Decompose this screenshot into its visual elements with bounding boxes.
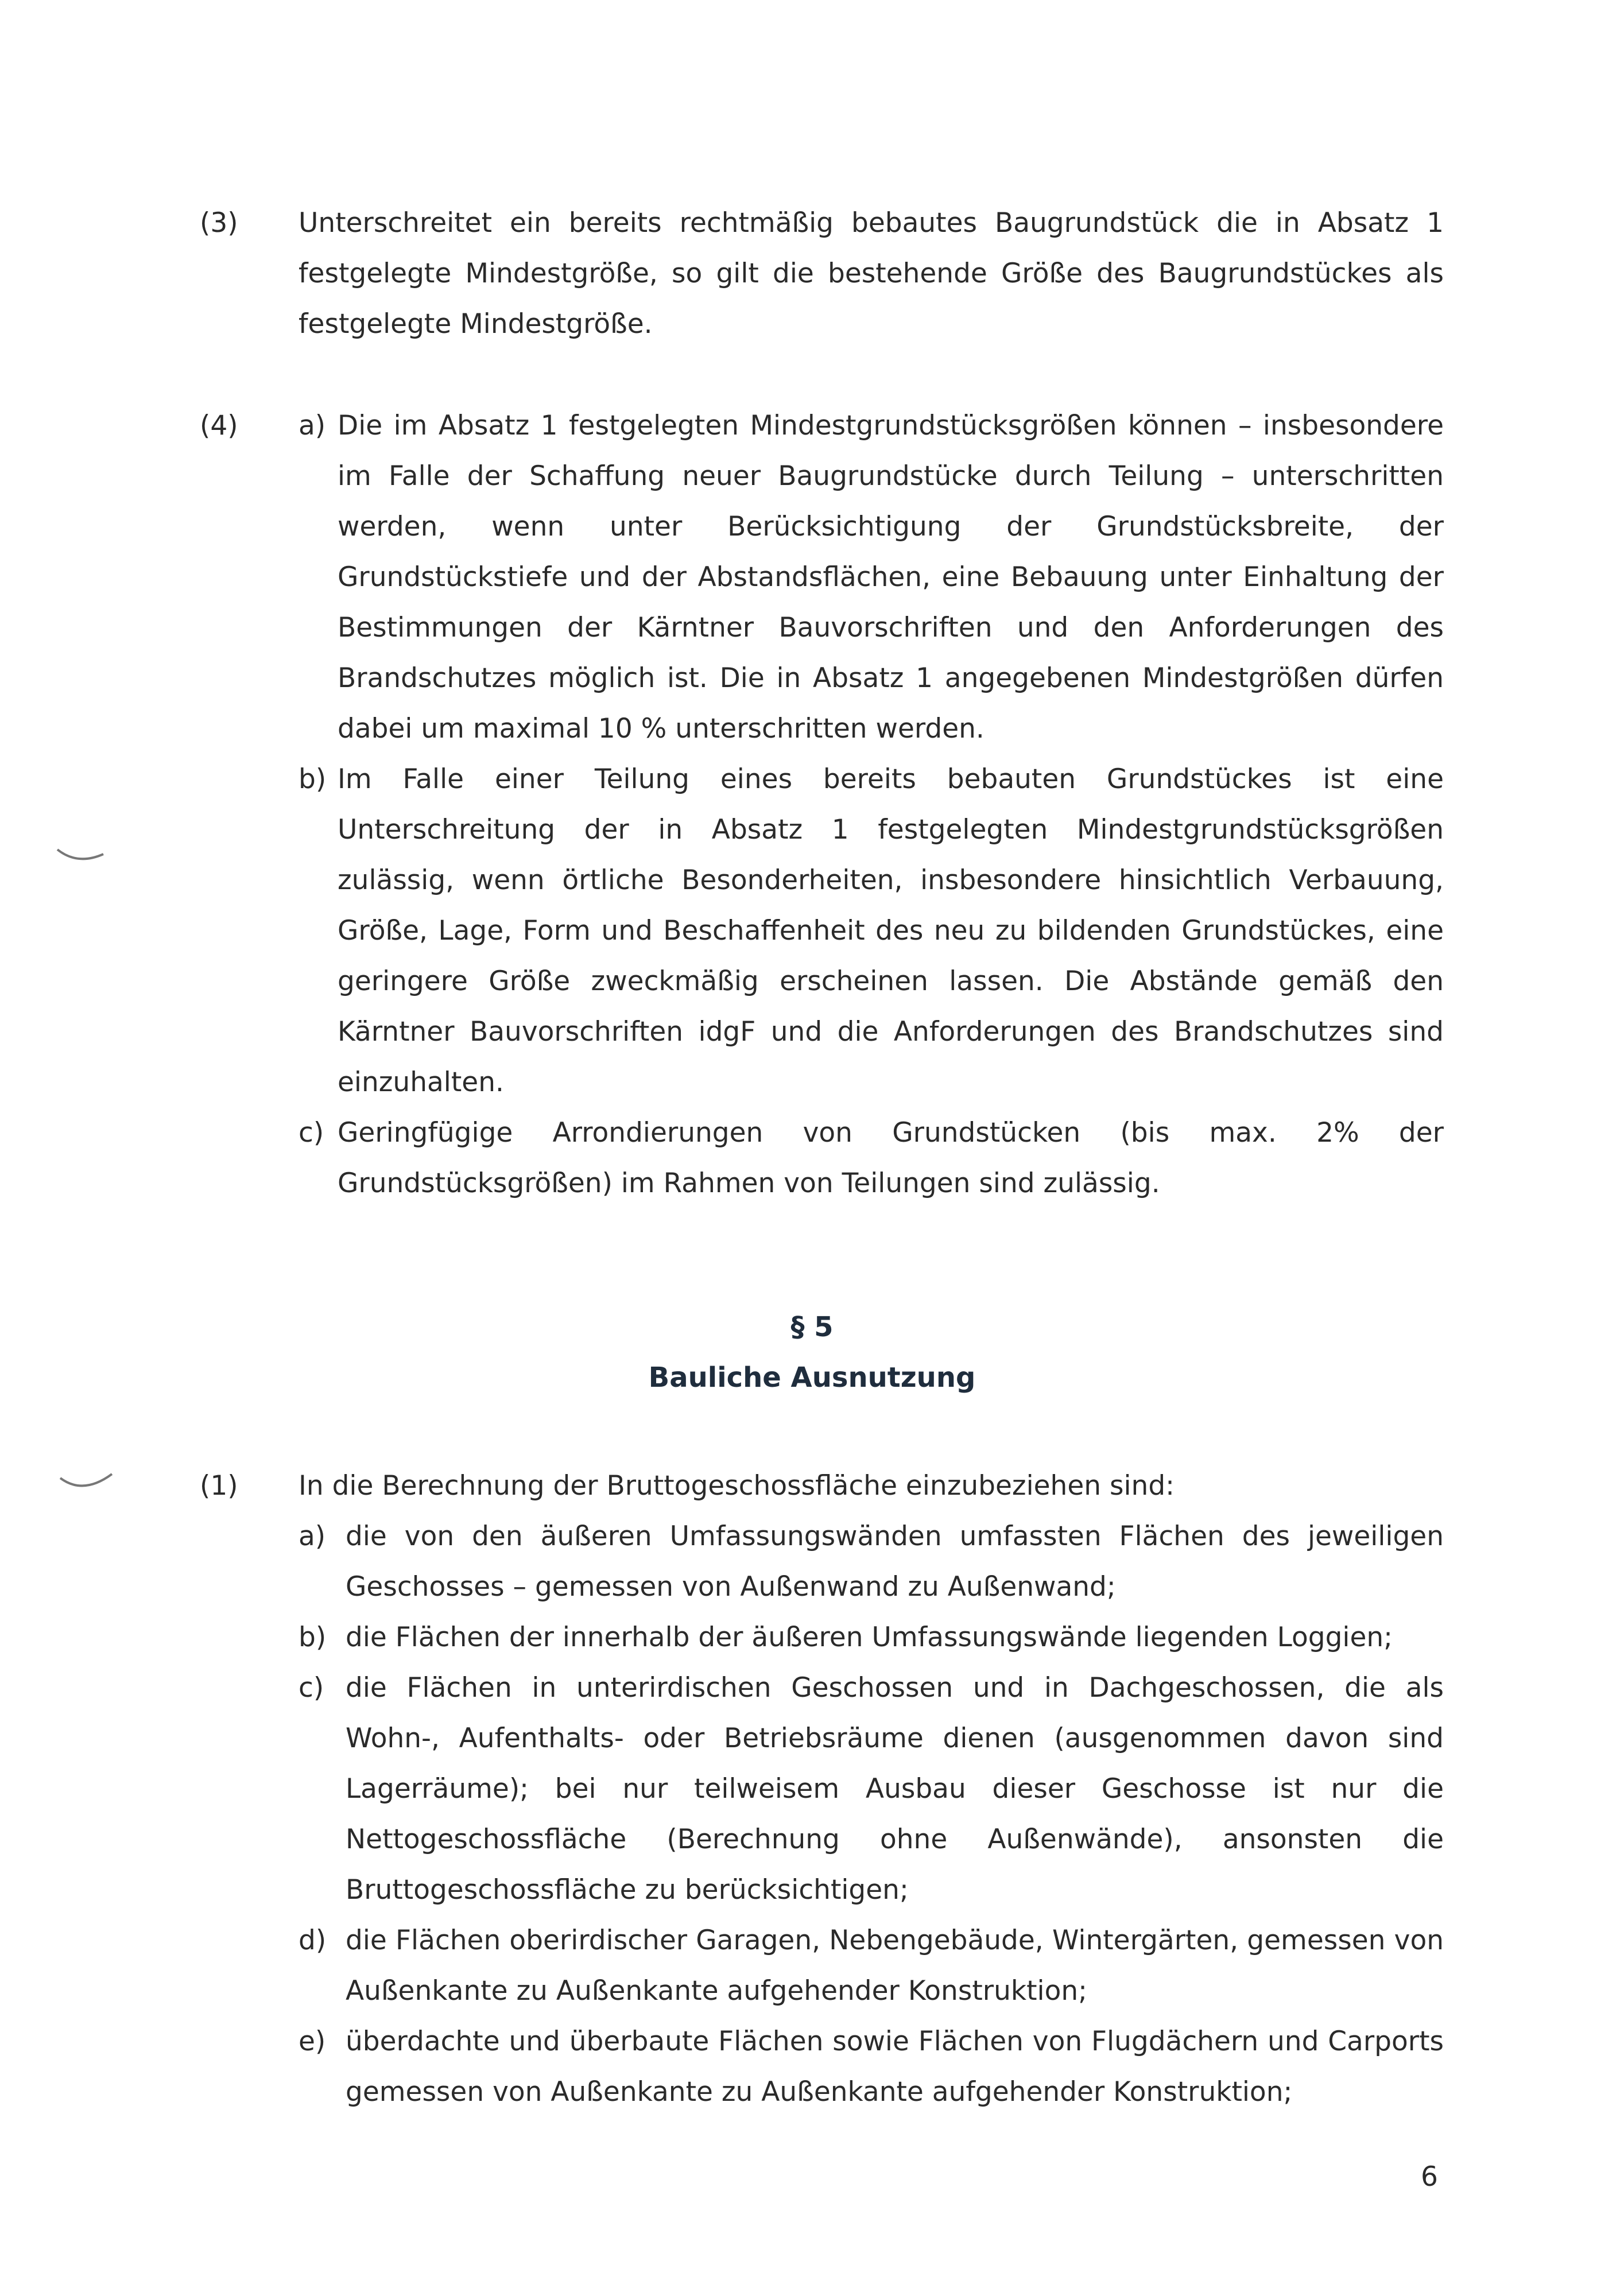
paragraph-items [299,401,1444,1209]
list-item [299,754,1444,1108]
list-item-text: Im Falle einer Teilung eines bereits bebauten Grundstückes ist eine Unterschreitung der in Absatz 1 festgelegten Mindestgrundstücksgrößen zulässig, wenn örtliche Besonderheiten, insbesondere hinsichtlich Verbauung, Größe, Lage, Form und Beschaffenheit des neu zu bildenden Grundstückes, eine geringere Größe zweckmäßig erscheinen lassen. Die Abstände gemäß den Kärntner Bauvorschriften idgF und die Anforderungen des Brandschutzes sind einzuhalten. [338,763,1444,1098]
margin-check-mark-bottom [57,1469,115,1498]
paragraph-items [299,1461,1444,2117]
list-item-label: c) [299,1672,324,1704]
list-item-label: d) [299,1925,327,1956]
list-item [299,1511,1444,1612]
list-item-label: a) [299,1521,326,1552]
list-item-label: b) [299,763,327,795]
section-title: Bauliche Ausnutzung [648,1362,976,1394]
list-item [299,1915,1444,2016]
list-item [299,1663,1444,1915]
page-number: 6 [1421,2161,1438,2193]
paragraph-text: Unterschreitet ein bereits rechtmäßig bebautes Baugrundstück die in Absatz 1 festgelegte Mindestgröße, so gilt die bestehende Größe des Baugrundstückes als festgelegte Mindestgröße. [299,207,1444,340]
list-item-text: überdachte und überbaute Flächen sowie Flächen von Flugdächern und Carports gemessen von Außenkante zu Außenkante aufgehender Konstruktion; [346,2026,1444,2108]
list-item-text: die von den äußeren Umfassungswänden umfassten Flächen des jeweiligen Geschosses – gemessen von Außenwand zu Außenwand; [346,1521,1444,1603]
paragraph-number: (3) [200,207,238,239]
margin-check-mark-top [55,844,106,867]
list-item-text: die Flächen in unterirdischen Geschossen und in Dachgeschossen, die als Wohn-, Aufenthalts- oder Betriebsräume dienen (ausgenommen davon sind Lagerräume); bei nur teilweisem Ausbau dieser Geschosse ist nur die Nettogeschossfläche (Berechnung ohne Außenwände), ansonsten die Bruttogeschossfläche zu berücksichtigen; [346,1672,1444,1906]
list-item [299,1108,1444,1209]
list-item [299,2016,1444,2117]
paragraph-number: (1) [200,1470,238,1502]
list-item [299,401,1444,754]
paragraph-intro: In die Berechnung der Bruttogeschossfläche einzubeziehen sind: [299,1470,1175,1502]
list-item-text: Die im Absatz 1 festgelegten Mindestgrundstücksgrößen können – insbesondere im Falle der Schaffung neuer Baugrundstücke durch Teilung – unterschritten werden, wenn unter Berücksichtigung der Grundstücksbreite, der Grundstückstiefe und der Abstandsflächen, eine Bebauung unter Einhaltung der Bestimmungen der Kärntner Bauvorschriften und den Anforderungen des Brandschutzes möglich ist. Die in Absatz 1 angegebenen Mindestgrößen dürfen dabei um maximal 10 % unterschritten werden. [338,410,1444,744]
list-item-label: c) [299,1117,324,1149]
list-item-text: die Flächen der innerhalb der äußeren Umfassungswände liegenden Loggien; [346,1622,1393,1653]
list-item-label: a) [299,410,326,441]
list-item-label: e) [299,2026,326,2057]
list-item-label: b) [299,1622,327,1653]
section-number: § 5 [790,1311,834,1343]
paragraph-number: (4) [200,410,238,441]
list-item [299,1612,1444,1663]
list-item-text: die Flächen oberirdischer Garagen, Nebengebäude, Wintergärten, gemessen von Außenkante zu Außenkante aufgehender Konstruktion; [346,1925,1444,2007]
list-item-text: Geringfügige Arrondierungen von Grundstücken (bis max. 2% der Grundstücksgrößen) im Rahmen von Teilungen sind zulässig. [338,1117,1444,1199]
